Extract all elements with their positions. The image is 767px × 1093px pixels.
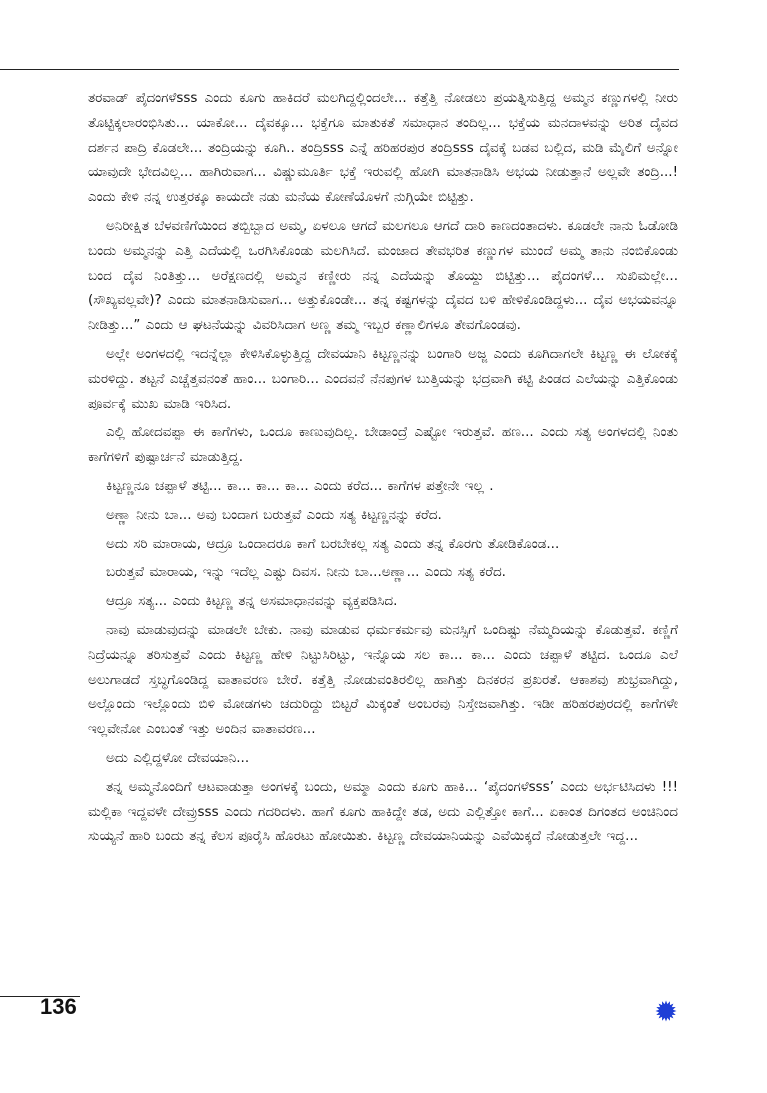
paragraph: ಅನಿರೀಕ್ಷಿತ ಬೆಳವಣಿಗೆಯಿಂದ ತಬ್ಬಿಬ್ಬಾದ ಅಮ್ಮ, ಏಳಲೂ ಆಗದೆ ಮಲಗಲೂ ಆಗದೆ ದಾರಿ ಕಾಣದಂತಾದಳು. ಕೂಡಲೇ ನಾನು ಓಡೋಡಿ ಬಂದು ಅಮ್ಮನನ್ನು ಎತ್ತಿ ಎದೆಯಲ್ಲಿ ಒರಗಿಸಿಕೊಂಡು ಮಲಗಿಸಿದೆ. ಮಂಜಾದ ತೇವಭರಿತ ಕಣ್ಣುಗಳ ಮುಂದೆ ಅಮ್ಮ ತಾನು ನಂಬಿಕೊಂಡು ಬಂದ ದೈವ ನಿಂತಿತ್ತು... ಅರೆಕ್ಷಣದಲ್ಲಿ ಅಮ್ಮನ ಕಣ್ಣೀರು ನನ್ನ ಎದೆಯನ್ನು ತೊಯ್ದು ಬಿಟ್ಟಿತ್ತು... ಪೈದಂಗಳೆ... ಸುಖಿಮಲ್ಲೇ... (ಸೌಖ್ಯವಲ್ಲವೇ)? ಎಂದು ಮಾತನಾಡಿಸುವಾಗ... ಅತ್ತುಕೊಂಡೇ... ತನ್ನ ಕಷ್ಟಗಳನ್ನು ದೈವದ ಬಳಿ ಹೇಳಿಕೊಂಡಿದ್ದಳು... ದೈವ ಅಭಯವನ್ನೂ ನೀಡಿತ್ತು...” ಎಂದು ಆ ಘಟನೆಯನ್ನು ವಿವರಿಸಿದಾಗ ಅಣ್ಣ ತಮ್ಮ ಇಬ್ಬರ ಕಣ್ಣಾಲಿಗಳೂ ತೇವಗೊಂಡವು.: [88, 217, 678, 334]
paragraph: ಬರುತ್ತವೆ ಮಾರಾಯ, ಇನ್ನು ಇದೆಲ್ಲ ಎಷ್ಟು ದಿವಸ. ನೀನು ಬಾ...ಅಣ್ಣಾ... ಎಂದು ಸತ್ಯ ಕರೆದ.: [106, 564, 506, 581]
paragraph: ತರವಾಡ್ ಪೈದಂಗಳೆsss ಎಂದು ಕೂಗು ಹಾಕಿದರೆ ಮಲಗಿದ್ದಲ್ಲಿಂದಲೇ... ಕತ್ತೆತ್ತಿ ನೋಡಲು ಪ್ರಯತ್ನಿಸುತ್ತಿದ್ದ ಅಮ್ಮನ ಕಣ್ಣುಗಳಲ್ಲಿ ನೀರು ತೊಟ್ಟಿಕ್ಕಲಾರಂಭಿಸಿತು... ಯಾಕೋ... ದೈವಕ್ಕೂ... ಭಕ್ತೆಗೂ ಮಾತುಕತೆ ಸಮಾಧಾನ ತಂದಿಲ್ಲ... ಭಕ್ತೆಯ ಮನದಾಳವನ್ನು ಅರಿತ ದೈವದ ದರ್ಶನ ಪಾದ್ರಿ ಕೊಡಲೇ... ತಂದ್ರಿಯನ್ನು ಕೂಗಿ.. ತಂದ್ರಿsss ಎನ್ನೆ ಹರಿಹರಪುರ ತಂದ್ರಿsss ದೈವಕ್ಕೆ ಬಡವ ಬಲ್ಲಿದ, ಮಡಿ ಮೈಲಿಗೆ ಅನ್ನೋ ಯಾವುದೇ ಭೇದವಿಲ್ಲ... ಹಾಗಿರುವಾಗ... ವಿಷ್ಣುಮೂರ್ತಿ ಭಕ್ತೆ ಇರುವಲ್ಲಿ ಹೋಗಿ ಮಾತನಾಡಿಸಿ ಅಭಯ ನೀಡುತ್ತಾನೆ ಅಲ್ಲವೇ ತಂದ್ರಿ...! ಎಂದು ಕೇಳಿ ನನ್ನ ಉತ್ತರಕ್ಕೂ ಕಾಯದೇ ನಡು ಮನೆಯ ಕೋಣೆಯೊಳಗೆ ನುಗ್ಗಿಯೇ ಬಿಟ್ಟಿತ್ತು.: [88, 90, 678, 206]
page-body: [88, 86, 678, 853]
blue-star-icon: [655, 1000, 677, 1022]
paragraph: ಅಣ್ಣಾ ನೀನು ಬಾ... ಅವು ಬಂದಾಗ ಬರುತ್ತವೆ ಎಂದು ಸತ್ಯ ಕಿಟ್ಟಣ್ಣನನ್ನು ಕರೆದ.: [106, 506, 442, 523]
paragraph: ತನ್ನ ಅಮ್ಮನೊಂದಿಗೆ ಆಟವಾಡುತ್ತಾ ಅಂಗಳಕ್ಕೆ ಬಂದು, ಅಮ್ಮಾ ಎಂದು ಕೂಗು ಹಾಕಿ... ‘ಪೈದಂಗಳೆsss’ ಎಂದು ಅರ್ಭಟಿಸಿದಳು !!! ಮಲ್ಲಿಕಾ ಇದ್ದವಳೇ ದೇವ್ರುsss ಎಂದು ಗದರಿದಳು. ಹಾಗೆ ಕೂಗು ಹಾಕಿದ್ದೇ ತಡ, ಅದು ಎಲ್ಲಿತ್ತೋ ಕಾಗೆ... ಏಕಾಂತ ದಿಗಂತದ ಅಂಚಿನಿಂದ ಸುಯ್ಯನೆ ಹಾರಿ ಬಂದು ತನ್ನ ಕೆಲಸ ಪೂರೈಸಿ ಹೊರಟು ಹೋಯಿತು. ಕಿಟ್ಟಣ್ಣ ದೇವಯಾನಿಯನ್ನು ಎವೆಯಿಕ್ಕದೆ ನೋಡುತ್ತಲೇ ಇದ್ದ...: [88, 778, 678, 845]
paragraph: ಆದ್ರೂ ಸತ್ಯ... ಎಂದು ಕಿಟ್ಟಣ್ಣ ತನ್ನ ಅಸಮಾಧಾನವನ್ನು ವ್ಯಕ್ತಪಡಿಸಿದ.: [106, 593, 398, 610]
paragraph: ನಾವು ಮಾಡುವುದನ್ನು ಮಾಡಲೇ ಬೇಕು. ನಾವು ಮಾಡುವ ಧರ್ಮಕರ್ಮವು ಮನಸ್ಸಿಗೆ ಒಂದಿಷ್ಟು ನೆಮ್ಮದಿಯನ್ನು ಕೊಡುತ್ತವೆ. ಕಣ್ಣಿಗೆ ನಿದ್ರೆಯನ್ನೂ ತರಿಸುತ್ತವೆ ಎಂದು ಕಿಟ್ಟಣ್ಣ ಹೇಳಿ ನಿಟ್ಟುಸಿರಿಟ್ಟು, ಇನ್ನೊಯ ಸಲ ಕಾ... ಕಾ... ಎಂದು ಚಪ್ಪಾಳೆ ತಟ್ಟಿದ. ಒಂದೂ ಎಲೆ ಅಲುಗಾಡದೆ ಸ್ತಬ್ಧಗೊಂಡಿದ್ದ ವಾತಾವರಣ ಬೇರೆ. ಕತ್ತೆತ್ತಿ ನೋಡುವಂತಿರಲಿಲ್ಲ ಹಾಗಿತ್ತು ದಿನಕರನ ಪ್ರಖರತೆ. ಆಕಾಶವು ಶುಭ್ರವಾಗಿದ್ದು, ಅಲ್ಲೊಂದು ಇಲ್ಲೊಂದು ಬಿಳಿ ಮೋಡಗಳು ಚದುರಿದ್ದು ಬಿಟ್ಟರೆ ಮಿಕ್ಕಂತೆ ಅಂಬರವು ನಿಸ್ತೇಜವಾಗಿತ್ತು. ಇಡೀ ಹರಿಹರಪುರದಲ್ಲಿ ಕಾಗೆಗಳೇ ಇಲ್ಲವೇನೋ ಎಂಬಂತೆ ಇತ್ತು ಅಂದಿನ ವಾತಾವರಣ...: [88, 621, 678, 738]
header-rule: [0, 69, 679, 70]
paragraph: ಅದು ಎಲ್ಲಿದ್ದಳೋ ದೇವಯಾನಿ...: [106, 749, 250, 766]
paragraph: ಅಲ್ಲೇ ಅಂಗಳದಲ್ಲಿ ಇದನ್ನೆಲ್ಲಾ ಕೇಳಿಸಿಕೊಳ್ಳುತ್ತಿದ್ದ ದೇವಯಾನಿ ಕಿಟ್ಟಣ್ಣನನ್ನು ಬಂಗಾರಿ ಅಜ್ಜ ಎಂದು ಕೂಗಿದಾಗಲೇ ಕಿಟ್ಟಣ್ಣ ಈ ಲೋಕಕ್ಕೆ ಮರಳಿದ್ದು. ತಟ್ಟನೆ ಎಚ್ಚೆತ್ತವನಂತೆ ಹಾಂ... ಬಂಗಾರಿ... ಎಂದವನೆ ನೆನಪುಗಳ ಬುತ್ತಿಯನ್ನು ಭದ್ರವಾಗಿ ಕಟ್ಟಿ ಪಿಂಡದ ಎಲೆಯನ್ನು ಎತ್ತಿಕೊಂಡು ಪೂರ್ವಕ್ಕೆ ಮುಖ ಮಾಡಿ ಇರಿಸಿದ.: [88, 345, 678, 412]
page-number: 136: [40, 994, 77, 1019]
paragraph: ಎಲ್ಲಿ ಹೋದವಪ್ಪಾ ಈ ಕಾಗೆಗಳು, ಒಂದೂ ಕಾಣುವುದಿಲ್ಲ. ಬೇಡಾಂದ್ರೆ ಎಷ್ಟೋ ಇರುತ್ತವೆ. ಹಣ... ಎಂದು ಸತ್ಯ ಅಂಗಳದಲ್ಲಿ ನಿಂತು ಕಾಗೆಗಳಿಗೆ ಪುಷ್ಪಾರ್ಚನೆ ಮಾಡುತ್ತಿದ್ದ.: [88, 424, 678, 466]
paragraph: ಕಿಟ್ಟಣ್ಣನೂ ಚಪ್ಪಾಳೆ ತಟ್ಟಿ... ಕಾ... ಕಾ... ಕಾ... ಎಂದು ಕರೆದ... ಕಾಗೆಗಳ ಪತ್ತೇನೇ ಇಲ್ಲ .: [106, 477, 494, 494]
paragraph: ಅದು ಸರಿ ಮಾರಾಯ, ಆದ್ರೂ ಒಂದಾದರೂ ಕಾಗೆ ಬರಬೇಕಲ್ಲ ಸತ್ಯ ಎಂದು ತನ್ನ ಕೊರಗು ತೋಡಿಕೊಂಡ...: [106, 535, 560, 552]
